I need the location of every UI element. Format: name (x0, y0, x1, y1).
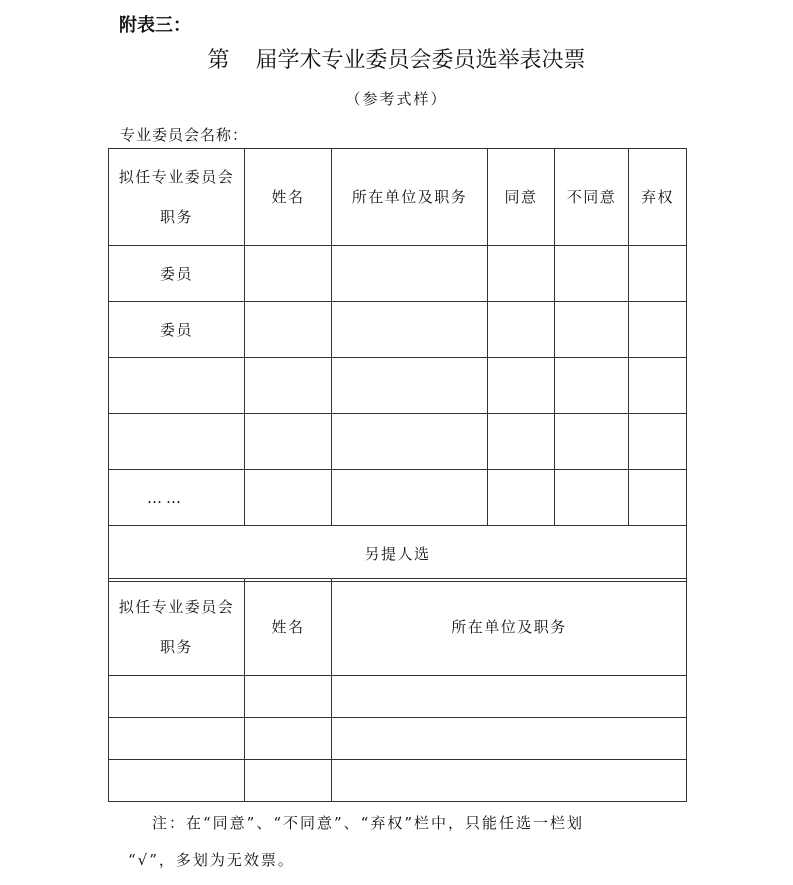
unit-cell[interactable] (332, 358, 488, 414)
table-row (109, 718, 687, 760)
agree-cell[interactable] (488, 470, 555, 526)
position-cell[interactable] (109, 414, 245, 470)
subtitle: （参考式样） (345, 90, 448, 108)
col-unit-header: 所在单位及职务 (332, 149, 488, 246)
title-prefix: 第 (207, 48, 230, 73)
vote-table (108, 148, 687, 582)
note-line-1: 注：在“同意”、“不同意”、“弃权”栏中，只能任选一栏划 (152, 814, 585, 832)
nominee-col-unit-header: 所在单位及职务 (332, 579, 687, 676)
disagree-cell[interactable] (555, 358, 629, 414)
position-cell: 委员 (109, 302, 245, 358)
form-title (0, 43, 793, 74)
disagree-cell[interactable] (555, 414, 629, 470)
position-cell[interactable] (109, 358, 245, 414)
table-row (109, 358, 687, 414)
unit-cell[interactable] (332, 470, 488, 526)
nominee-unit-cell[interactable] (332, 760, 687, 802)
table-row (109, 246, 687, 302)
appendix-label: 附表三： (119, 15, 191, 36)
table-row (109, 302, 687, 358)
table-row (109, 414, 687, 470)
nominee-name-cell[interactable] (245, 718, 332, 760)
col-agree-header: 同意 (488, 149, 555, 246)
nominee-unit-cell[interactable] (332, 676, 687, 718)
committee-name-label: 专业委员会名称： (120, 126, 249, 144)
nominee-name-cell[interactable] (245, 676, 332, 718)
col-position-header: 拟任专业委员会职务 (109, 149, 245, 246)
disagree-cell[interactable] (555, 302, 629, 358)
nominee-table-header-row (109, 579, 687, 676)
unit-cell[interactable] (332, 246, 488, 302)
nominee-name-cell[interactable] (245, 760, 332, 802)
name-cell[interactable] (245, 414, 332, 470)
col-abstain-header: 弃权 (629, 149, 687, 246)
additional-nominees-row (109, 526, 687, 582)
nominee-position-cell[interactable] (109, 676, 245, 718)
name-cell[interactable] (245, 246, 332, 302)
table-row (109, 470, 687, 526)
abstain-cell[interactable] (629, 302, 687, 358)
position-cell: 委员 (109, 246, 245, 302)
disagree-cell[interactable] (555, 246, 629, 302)
name-cell[interactable] (245, 470, 332, 526)
nominee-table (108, 578, 687, 802)
ellipsis-cell: …… (109, 470, 245, 526)
abstain-cell[interactable] (629, 246, 687, 302)
abstain-cell[interactable] (629, 414, 687, 470)
table-row (109, 676, 687, 718)
table-row (109, 760, 687, 802)
title-main: 届学术专业委员会委员选举表决票 (255, 48, 586, 73)
nominee-col-position-header: 拟任专业委员会职务 (109, 579, 245, 676)
name-cell[interactable] (245, 302, 332, 358)
unit-cell[interactable] (332, 302, 488, 358)
additional-nominees-heading: 另提人选 (109, 526, 687, 582)
nominee-position-cell[interactable] (109, 760, 245, 802)
agree-cell[interactable] (488, 358, 555, 414)
abstain-cell[interactable] (629, 358, 687, 414)
note-line-2: “√”，多划为无效票。 (128, 851, 295, 869)
unit-cell[interactable] (332, 414, 488, 470)
agree-cell[interactable] (488, 302, 555, 358)
nominee-position-cell[interactable] (109, 718, 245, 760)
vote-table-header-row (109, 149, 687, 246)
disagree-cell[interactable] (555, 470, 629, 526)
abstain-cell[interactable] (629, 470, 687, 526)
nominee-unit-cell[interactable] (332, 718, 687, 760)
name-cell[interactable] (245, 358, 332, 414)
col-name-header: 姓名 (245, 149, 332, 246)
nominee-col-name-header: 姓名 (245, 579, 332, 676)
col-disagree-header: 不同意 (555, 149, 629, 246)
agree-cell[interactable] (488, 246, 555, 302)
agree-cell[interactable] (488, 414, 555, 470)
